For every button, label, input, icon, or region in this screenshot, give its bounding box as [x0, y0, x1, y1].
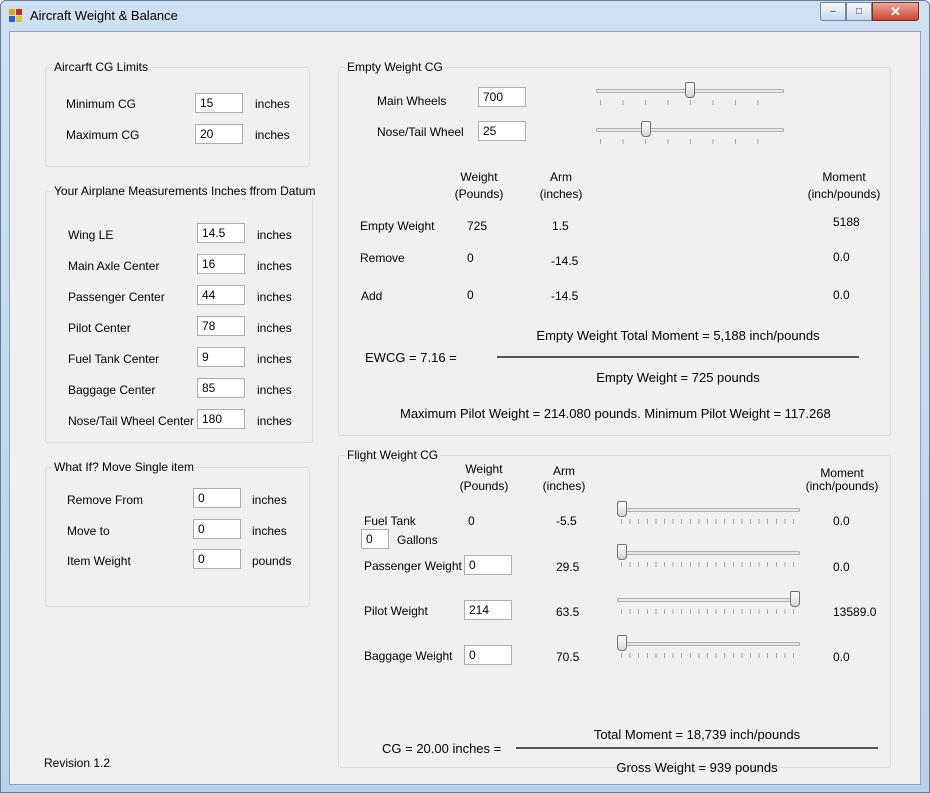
empty-weight-moment: 5188 [833, 215, 860, 229]
baggage-weight-input[interactable]: 0 [464, 645, 512, 665]
flight-cg-title: Flight Weight CG [347, 448, 439, 462]
slider-track [617, 508, 800, 512]
passenger-center-label: Passenger Center [68, 290, 165, 304]
passenger-arm: 29.5 [556, 560, 580, 574]
fuel-tank-weight: 0 [468, 514, 475, 528]
gallons-label: Gallons [397, 533, 438, 547]
slider-thumb[interactable] [790, 591, 800, 607]
arm-unit-header: (inches) [539, 187, 583, 201]
passenger-weight-input[interactable]: 0 [464, 555, 512, 575]
move-to-label: Move to [67, 524, 110, 538]
remove-weight: 0 [467, 251, 474, 265]
remove-from-input[interactable]: 0 [193, 488, 241, 508]
fuel-tank-label: Fuel Tank [364, 514, 416, 528]
empty-cg-title: Empty Weight CG [347, 60, 443, 74]
flight-cg-group [338, 448, 891, 775]
baggage-center-label: Baggage Center [68, 383, 156, 397]
remove-label: Remove [360, 251, 405, 265]
slider-ticks [621, 653, 796, 658]
weight-header: Weight [465, 462, 503, 476]
client-area [9, 31, 921, 785]
add-label: Add [361, 289, 383, 303]
wing-le-label: Wing LE [68, 228, 114, 242]
slider-thumb[interactable] [617, 544, 627, 560]
fuel-tank-center-input[interactable]: 9 [197, 347, 245, 367]
move-to-unit: inches [252, 524, 287, 538]
pilot-weight-label: Pilot Weight [364, 604, 428, 618]
min-cg-label: Minimum CG [66, 97, 137, 111]
main-wheels-label: Main Wheels [377, 94, 447, 108]
gallons-input[interactable]: 0 [361, 529, 389, 549]
slider-thumb[interactable] [617, 635, 627, 651]
ewcg-result: EWCG = 7.16 = [365, 350, 457, 365]
arm-unit-header: (inches) [542, 479, 586, 493]
max-cg-input[interactable]: 20 [195, 124, 243, 144]
pilot-center-unit: inches [257, 321, 292, 335]
what-if-title: What If? Move Single item [54, 460, 195, 474]
moment-header: Moment [820, 466, 864, 480]
main-axle-label: Main Axle Center [68, 259, 160, 273]
cg-limits-group [45, 60, 310, 167]
passenger-center-input[interactable]: 44 [197, 285, 245, 305]
slider-ticks [621, 562, 796, 567]
empty-cg-group [338, 60, 891, 436]
cg-result: CG = 20.00 inches = [382, 741, 502, 756]
remove-arm: -14.5 [551, 254, 579, 268]
nose-tail-center-label: Nose/Tail Wheel Center [68, 414, 195, 428]
empty-weight-value: 725 [467, 219, 488, 233]
item-weight-unit: pounds [252, 554, 292, 568]
item-weight-label: Item Weight [67, 554, 131, 568]
title-bar[interactable] [1, 1, 929, 31]
wing-le-input[interactable]: 14.5 [197, 223, 245, 243]
pilot-center-label: Pilot Center [68, 321, 131, 335]
moment-header: Moment [822, 170, 866, 184]
ewcg-numerator: Empty Weight Total Moment = 5,188 inch/pounds [536, 328, 820, 343]
add-weight: 0 [467, 288, 474, 302]
weight-unit-header: (Pounds) [454, 187, 504, 201]
fraction-divider [516, 747, 878, 749]
nose-tail-center-input[interactable]: 180 [197, 409, 245, 429]
remove-from-unit: inches [252, 493, 287, 507]
minimize-button[interactable]: – [820, 2, 846, 21]
what-if-group [45, 460, 310, 607]
slider-thumb[interactable] [641, 121, 651, 137]
slider-track [617, 642, 800, 646]
remove-moment: 0.0 [833, 250, 850, 264]
slider-ticks [621, 519, 796, 524]
passenger-weight-label: Passenger Weight [364, 559, 462, 573]
passenger-center-unit: inches [257, 290, 292, 304]
wing-le-unit: inches [257, 228, 292, 242]
slider-thumb[interactable] [617, 501, 627, 517]
slider-ticks [600, 100, 780, 105]
pilot-arm: 63.5 [556, 605, 580, 619]
moment-unit-header: (inch/pounds) [807, 187, 881, 201]
close-button[interactable]: ✕ [872, 2, 919, 21]
fuel-tank-slider[interactable] [617, 504, 800, 530]
arm-header: Arm [550, 170, 572, 184]
slider-track [596, 128, 784, 132]
slider-ticks [600, 139, 780, 144]
pilot-moment: 13589.0 [833, 605, 877, 619]
baggage-center-input[interactable]: 85 [197, 378, 245, 398]
min-cg-input[interactable]: 15 [195, 93, 243, 113]
weight-unit-header: (Pounds) [459, 479, 509, 493]
main-wheels-slider[interactable] [596, 85, 784, 111]
passenger-slider[interactable] [617, 547, 800, 573]
cg-denominator: Gross Weight = 939 pounds [616, 760, 778, 775]
fuel-tank-moment: 0.0 [833, 514, 850, 528]
fuel-tank-arm: -5.5 [556, 514, 577, 528]
nose-tail-wheel-label: Nose/Tail Wheel [377, 125, 464, 139]
fraction-divider [497, 356, 859, 358]
fuel-tank-center-label: Fuel Tank Center [68, 352, 160, 366]
ewcg-denominator: Empty Weight = 725 pounds [596, 370, 760, 385]
passenger-moment: 0.0 [833, 560, 850, 574]
baggage-center-unit: inches [257, 383, 292, 397]
nose-tail-center-unit: inches [257, 414, 292, 428]
baggage-moment: 0.0 [833, 650, 850, 664]
main-axle-input[interactable]: 16 [197, 254, 245, 274]
pilot-weight-input[interactable]: 214 [464, 600, 512, 620]
empty-weight-label: Empty Weight [360, 219, 435, 233]
fuel-tank-center-unit: inches [257, 352, 292, 366]
baggage-arm: 70.5 [556, 650, 580, 664]
slider-thumb[interactable] [685, 82, 695, 98]
app-icon [9, 9, 23, 23]
weight-header: Weight [460, 170, 498, 184]
cg-limits-title: Aircarft CG Limits [54, 60, 149, 74]
pilot-weight-limits: Maximum Pilot Weight = 214.080 pounds. Minimum Pilot Weight = 117.268 [400, 406, 831, 421]
pilot-center-input[interactable]: 78 [197, 316, 245, 336]
pilot-slider[interactable] [617, 594, 800, 620]
measurements-group [45, 184, 316, 443]
add-arm: -14.5 [551, 289, 579, 303]
cg-numerator: Total Moment = 18,739 inch/pounds [593, 727, 801, 742]
baggage-weight-label: Baggage Weight [364, 649, 453, 663]
max-cg-unit: inches [255, 128, 290, 142]
slider-ticks [621, 609, 796, 614]
measurements-title: Your Airplane Measurements Inches ffrom Datum [54, 184, 316, 198]
min-cg-unit: inches [255, 97, 290, 111]
moment-unit-header: (inch/pounds) [805, 479, 879, 493]
remove-from-label: Remove From [67, 493, 144, 507]
maximize-button[interactable]: □ [846, 2, 872, 21]
baggage-slider[interactable] [617, 638, 800, 664]
arm-header: Arm [553, 464, 575, 478]
main-wheels-input[interactable]: 700 [478, 87, 526, 107]
revision-label: Revision 1.2 [44, 756, 111, 770]
move-to-input[interactable]: 0 [193, 519, 241, 539]
empty-weight-arm: 1.5 [552, 219, 569, 233]
slider-track [617, 598, 800, 602]
slider-track [617, 551, 800, 555]
max-cg-label: Maximum CG [66, 128, 140, 142]
main-axle-unit: inches [257, 259, 292, 273]
window-title: Aircraft Weight & Balance [30, 8, 178, 23]
add-moment: 0.0 [833, 288, 850, 302]
item-weight-input[interactable]: 0 [193, 549, 241, 569]
nose-tail-wheel-slider[interactable] [596, 124, 784, 150]
nose-tail-wheel-input[interactable]: 25 [478, 121, 526, 141]
